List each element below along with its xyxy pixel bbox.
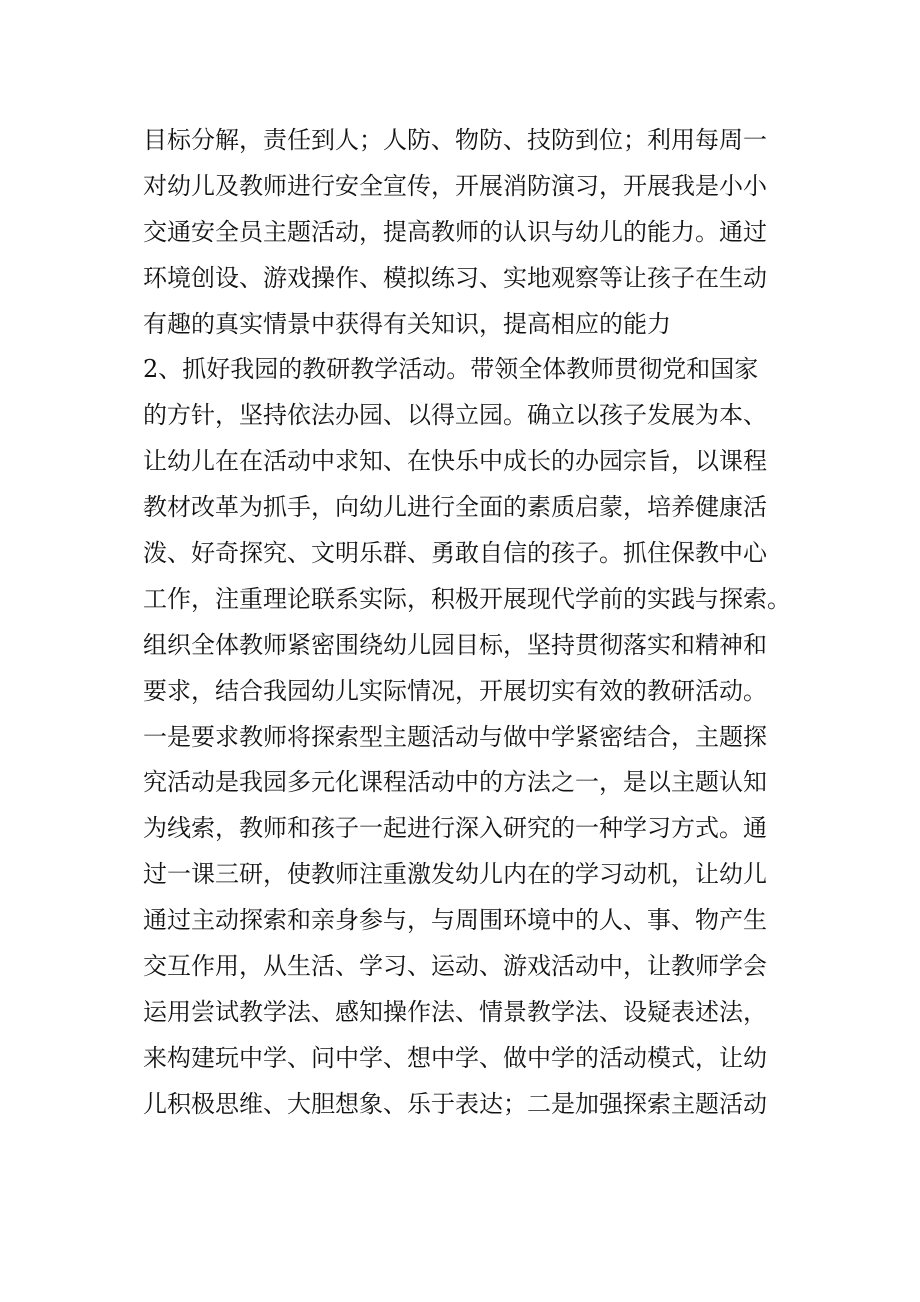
text-line: 通过主动探索和亲身参与，与周围环境中的人、事、物产生 [143,906,767,935]
text-line: 组织全体教师紧密围绕幼儿园目标，坚持贯彻落实和精神和 [143,630,767,659]
text-line: 有趣的真实情景中获得有关知识，提高相应的能力 [143,309,671,338]
text-line: 过一课三研，使教师注重激发幼儿内在的学习动机，让幼儿 [143,860,767,889]
text-line: 来构建玩中学、问中学、想中学、做中学的活动模式，让幼 [143,1043,767,1072]
text-line: 教材改革为抓手，向幼儿进行全面的素质启蒙，培养健康活 [143,493,767,522]
text-line: 目标分解，责任到人；人防、物防、技防到位；利用每周一 [143,126,767,154]
text-line: 环境创设、游戏操作、模拟练习、实地观察等让孩子在生动 [143,263,767,292]
text-line: 儿积极思维、大胆想象、乐于表达；二是加强探索主题活动 [143,1089,767,1118]
text-line: 工作，注重理论联系实际，积极开展现代学前的实践与探索。 [143,584,791,613]
body-text [143,118,793,1128]
text-line: 要求，结合我园幼儿实际情况，开展切实有效的教研活动。 [143,676,767,705]
text-line: 的方针，坚持依法办园、以得立园。确立以孩子发展为本、 [143,401,767,430]
text-line: 究活动是我园多元化课程活动中的方法之一，是以主题认知 [143,768,767,797]
text-line: 交通安全员主题活动，提高教师的认识与幼儿的能力。通过 [143,217,767,246]
text-line: 交互作用，从生活、学习、运动、游戏活动中，让教师学会 [143,952,767,981]
text-line: 对幼儿及教师进行安全宣传，开展消防演习，开展我是小小 [143,171,767,200]
text-line: 2、抓好我园的教研教学活动。带领全体教师贯彻党和国家 [143,355,759,384]
text-line: 让幼儿在在活动中求知、在快乐中成长的办园宗旨，以课程 [143,447,767,476]
text-line: 为线索，教师和孩子一起进行深入研究的一种学习方式。通 [143,814,767,843]
text-line: 运用尝试教学法、感知操作法、情景教学法、设疑表述法， [143,997,767,1026]
text-line: 一是要求教师将探索型主题活动与做中学紧密结合，主题探 [143,722,767,751]
text-line: 泼、好奇探究、文明乐群、勇敢自信的孩子。抓住保教中心 [143,539,767,568]
